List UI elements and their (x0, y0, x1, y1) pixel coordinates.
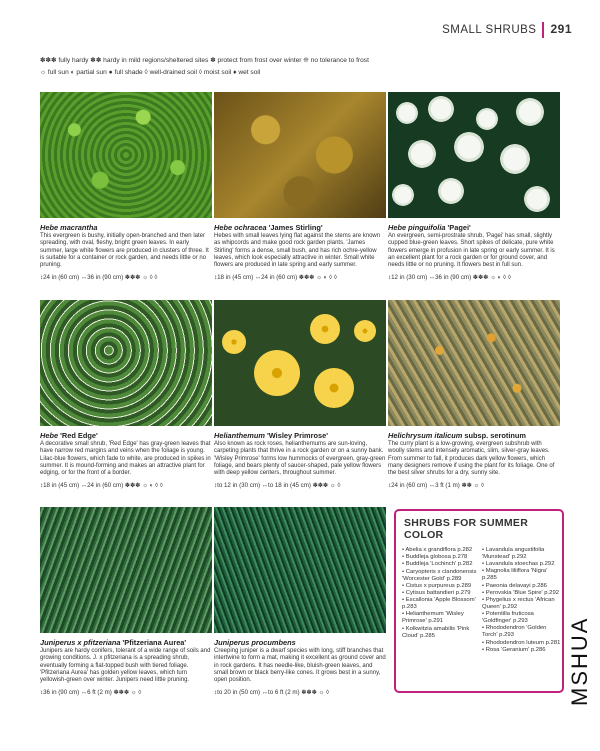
list-item: • Magnolia liliiflora 'Nigra' p.285 (482, 568, 548, 582)
page-number: 291 (550, 22, 572, 37)
plant-entry (40, 300, 212, 489)
list-item: • Helianthemum 'Wisley Primrose' p.291 (402, 611, 464, 625)
plant-photo (40, 300, 212, 426)
feature-list-left (402, 547, 482, 654)
header-divider (542, 22, 544, 38)
list-item: • Rhododendron 'Golden Torch' p.293 (482, 625, 547, 639)
plant-specs: ↕to 20 in (50 cm) ↔to 6 ft (2 m) ✽✽✽ ☼ ◊ (214, 689, 330, 697)
list-item: • Abelia x grandiflora p.282 (402, 547, 473, 553)
hardiness-key: ✽✽✽ fully hardy ✽✽ hardy in mild regions/sheltered sites ✽ protect from frost over winter ❊ no tolerance to frost (40, 57, 369, 64)
plant-photo (214, 92, 386, 218)
plant-photo (214, 507, 386, 633)
list-item: • Phygelius x rectus 'African Queen' p.292 (482, 596, 555, 610)
list-item: • Lavandula stoechas p.292 (482, 561, 555, 568)
plant-specs: ↕24 in (60 cm) ↔3 ft (1 m) ✽✽ ☼ ◊ (388, 482, 485, 490)
plant-photo (40, 92, 212, 218)
plant-photo (40, 507, 212, 633)
plant-description: Creeping juniper is a dwarf species with long, stiff branches that intertwine to form a mat, making it excellent as ground cover and in rock gardens. It has needle-like, bluish-green leaves, and small brown or black berry-like cones. It grows best in a sunny, open position. (214, 648, 386, 684)
plant-name: Hebe pinguifolia 'Pagei' (388, 223, 471, 232)
list-item: • Cytisus battandieri p.279 (402, 589, 471, 596)
plant-description: A decorative small shrub, 'Red Edge' has gray-green leaves that have narrow red margins and veins when the foliage is young. Lilac-blue flowers, which fade to white, are produced in spikes in summer. It is mound-forming and makes an attractive plant for edging, or for the front of a border. (40, 441, 211, 477)
plant-photo (388, 92, 560, 218)
plant-name: Helichrysum italicum subsp. serotinum (388, 431, 526, 440)
plant-entry (40, 507, 212, 696)
plant-name: Hebe 'Red Edge' (40, 431, 98, 440)
summer-color-feature-box (394, 509, 564, 693)
list-item: • Caryopteris x clandonensis 'Worcester Gold' p.289 (402, 568, 477, 582)
list-item: • Buddleja 'Lochinch' p.282 (402, 561, 473, 568)
list-item: • Escallonia 'Apple Blossom' p.283 (402, 597, 476, 611)
conditions-key: ☼ full sun ◐ partial sun ● full shade ◊ well-drained soil ◊ moist soil ♦ wet soil (40, 69, 261, 76)
plant-specs: ↕36 in (90 cm) ↔6 ft (2 m) ✽✽✽ ☼ ◊ (40, 689, 142, 697)
plant-name: Hebe macrantha (40, 223, 98, 232)
plant-specs: ↕18 in (45 cm) ↔24 in (60 cm) ✽✽✽ ☼ ◐ ◊ ◊ (40, 482, 163, 490)
plant-entry (388, 92, 560, 281)
plant-specs: ↕24 in (60 cm) ↔36 in (90 cm) ✽✽✽ ☼ ◊ ◊ (40, 274, 158, 282)
plant-entry (214, 92, 386, 281)
list-item: • Rosa 'Geranium' p.286 (482, 646, 546, 653)
plant-photo (388, 300, 560, 426)
plant-specs: ↕18 in (45 cm) ↔24 in (60 cm) ✽✽✽ ☼ ◐ ◊ ◊ (214, 274, 337, 282)
plant-description: An evergreen, semi-prostrate shrub, 'Pagei' has small, slightly cupped blue-green leaves. Short spikes of delicate, pure white flowers emerge in profusion in late spring or early summer. It is an excellent plant for a rock garden or for ground cover, and needs little or no pruning. It flowers best in full sun. (388, 233, 555, 269)
plant-name: Juniperus procumbens (214, 638, 296, 647)
plant-specs: ↕12 in (30 cm) ↔36 in (90 cm) ✽✽✽ ☼ ◐ ◊ ◊ (388, 274, 511, 282)
plant-entry (214, 507, 386, 696)
list-item: • Buddleja globosa p.278 (402, 554, 468, 561)
plant-entry (40, 92, 212, 281)
page-header (442, 22, 572, 38)
plant-entry (214, 300, 386, 489)
list-item: • Rhododendron luteum p.281 (482, 639, 561, 646)
plant-entry (388, 300, 560, 489)
list-item: • Lavandula angustifolia 'Munstead' p.292 (482, 547, 545, 560)
plant-photo (214, 300, 386, 426)
list-item: • Paeonia delavayi p.286 (482, 582, 547, 589)
plant-name: Hebe ochracea 'James Stirling' (214, 223, 323, 232)
list-item: • Kolkwitzia amabilis 'Pink Cloud' p.285 (402, 625, 470, 639)
plant-description: This evergreen is bushy, initially open-branched and then later spreading, with oval, fleshy, bright green leaves. In early summer, large white flowers are produced in clusters of three. It is suitable for a container or rock garden, and needs little or no pruning. (40, 233, 209, 269)
list-item: • Perovskia 'Blue Spire' p.292 (482, 589, 560, 596)
plant-description: The curry plant is a low-growing, evergreen subshrub with woolly stems and intensely aromatic, slim, silver-gray leaves. From summer to fall, it produces dark yellow flowers, which many designers remove if using the plant for its foliage. One of the best silver shrubs for a dry, sunny site. (388, 441, 555, 477)
plant-description: Also known as rock roses, helianthemums are sun-loving, carpeting plants that thrive in a rock garden or on a sunny bank. 'Wisley Primrose' forms low hummocks of evergreen, gray-green foliage, and bears plenty of saucer-shaped, pale yellow flowers with deep yellow centers, throughout summer. (214, 441, 386, 477)
watermark-text: MSHUA (567, 616, 592, 706)
plant-name: Helianthemum 'Wisley Primrose' (214, 431, 328, 440)
plant-name: Juniperus x pfitzeriana 'Pfitzeriana Aurea' (40, 638, 187, 647)
section-title: SMALL SHRUBS (442, 24, 537, 37)
list-item: • Potentilla fruticosa 'Goldfinger' p.293 (482, 611, 534, 625)
plant-specs: ↕to 12 in (30 cm) ↔to 18 in (45 cm) ✽✽✽ ☼ ◊ (214, 482, 341, 490)
plant-description: Hebes with small leaves lying flat against the stems are known as whipcords and make good rock garden plants. 'James Stirling' forms a dense, small bush, and has rich ochre-yellow leaves, which look especially attractive in winter. Small white flowers are produced in late spring and early summer. (214, 233, 381, 269)
list-item: • Cistus x purpureus p.289 (402, 582, 472, 589)
plant-description: Junipers are hardy conifers, tolerant of a wide range of soils and growing conditions. J. x pfitzeriana is a spreading shrub, eventually forming a flat-topped bush with tiered foliage. 'Pfitzeriana Aurea' has golden yellow leaves, which turn yellowish-green over winter. Junipers need little pruning. (40, 648, 211, 684)
feature-title: SHRUBS FOR SUMMER COLOR (404, 517, 529, 541)
feature-list-right (482, 547, 562, 654)
